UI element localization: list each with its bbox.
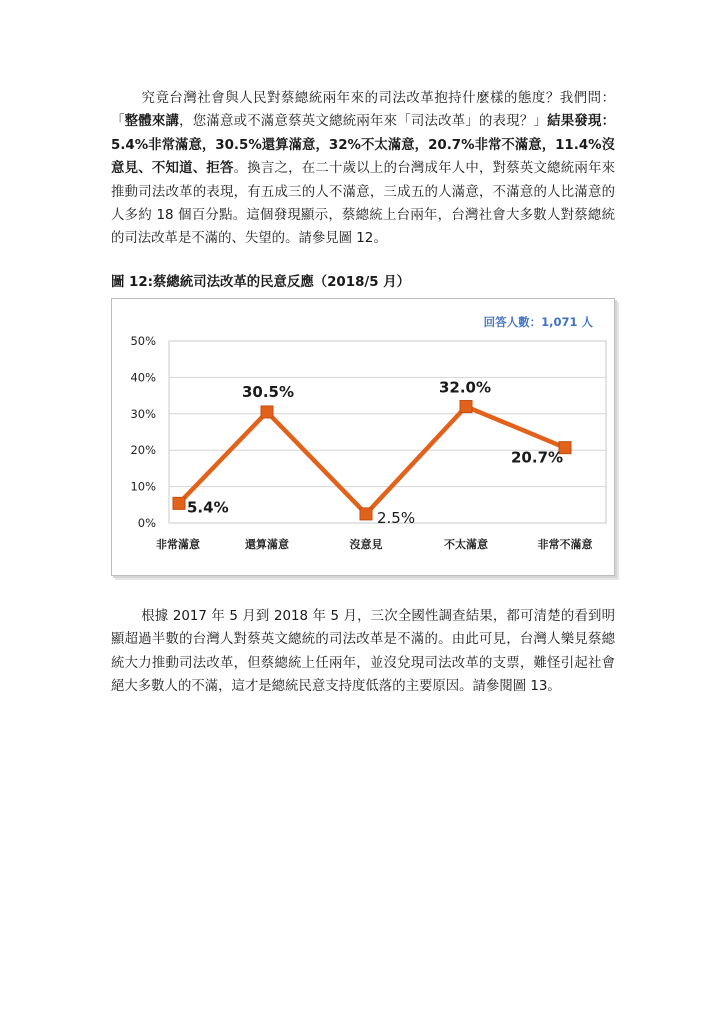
intro-question-bold: 整體來講 — [124, 114, 180, 130]
chart-frame — [111, 298, 615, 576]
y-tick-label: 0% — [137, 516, 156, 530]
x-category-label: 沒意見 — [349, 538, 383, 551]
data-label: 20.7% — [511, 448, 564, 467]
line-chart — [112, 299, 616, 577]
data-label: 30.5% — [241, 382, 295, 401]
y-tick-label: 50% — [130, 334, 156, 348]
intro-text-1: 究竟台灣社會與人民對蔡總統兩年來的司法改革抱持什麼樣的態度？我們問：「 — [111, 91, 615, 130]
data-label: 32.0% — [438, 378, 492, 397]
intro-text-2: ，您滿意或不滿意蔡英文總統兩年來「司法改革」的表現？」 — [179, 114, 548, 130]
data-label: 5.4% — [187, 498, 229, 517]
figure-title: 圖 12:蔡總統司法改革的民意反應（2018/5 月） — [111, 275, 411, 290]
conclusion-text: 根據 2017 年 5 月到 2018 年 5 月，三次全國性調查結果，都可清楚的看到明顯超過半數的台灣人對蔡英文總統的司法改革是不滿的。由此可見，台灣人樂見蔡總統大力推動司法改革，但蔡總統上任兩年，並沒兌現司法改革的支票，難怪引起社會絕大多數人的不滿，這才是總統民意支持度低落的主要原因。請參閱圖 13。 — [111, 609, 615, 695]
respondent-count-note: 回答人數：1,071 人 — [483, 315, 593, 329]
y-tick-label: 30% — [130, 406, 156, 421]
y-tick-label: 10% — [130, 479, 156, 494]
data-label: 2.5% — [377, 508, 416, 527]
intro-results-bold: 結果發現：5.4%非常滿意，30.5%還算滿意，32%不太滿意，20.7%非常不滿意，11.4%沒意見、不知道、拒答 — [111, 114, 616, 177]
x-category-label: 還算滿意 — [245, 538, 289, 551]
x-category-label: 非常滿意 — [156, 538, 200, 551]
data-point-marker — [173, 497, 185, 509]
intro-paragraph — [111, 87, 615, 251]
data-point-marker — [360, 508, 372, 520]
y-tick-label: 20% — [130, 443, 156, 458]
x-category-label: 不太滿意 — [444, 538, 488, 551]
plot-area — [169, 341, 606, 523]
conclusion-paragraph — [111, 605, 615, 699]
x-category-label: 非常不滿意 — [537, 538, 593, 551]
data-point-marker — [261, 406, 273, 418]
y-tick-label: 40% — [130, 370, 156, 385]
data-point-marker — [460, 401, 472, 413]
series-line — [179, 407, 565, 517]
intro-text-3: 。換言之，在二十歲以上的台灣成年人中，對蔡英文總統兩年來推動司法改革的表現，有五成三的人不滿意，三成五的人滿意，不滿意的人比滿意的人多約 18 個百分點。這個發現顯示，蔡總統上台兩年，台灣社會大多數人對蔡總統的司法改革是不滿的、失望的。請參見圖 12。 — [111, 161, 616, 247]
